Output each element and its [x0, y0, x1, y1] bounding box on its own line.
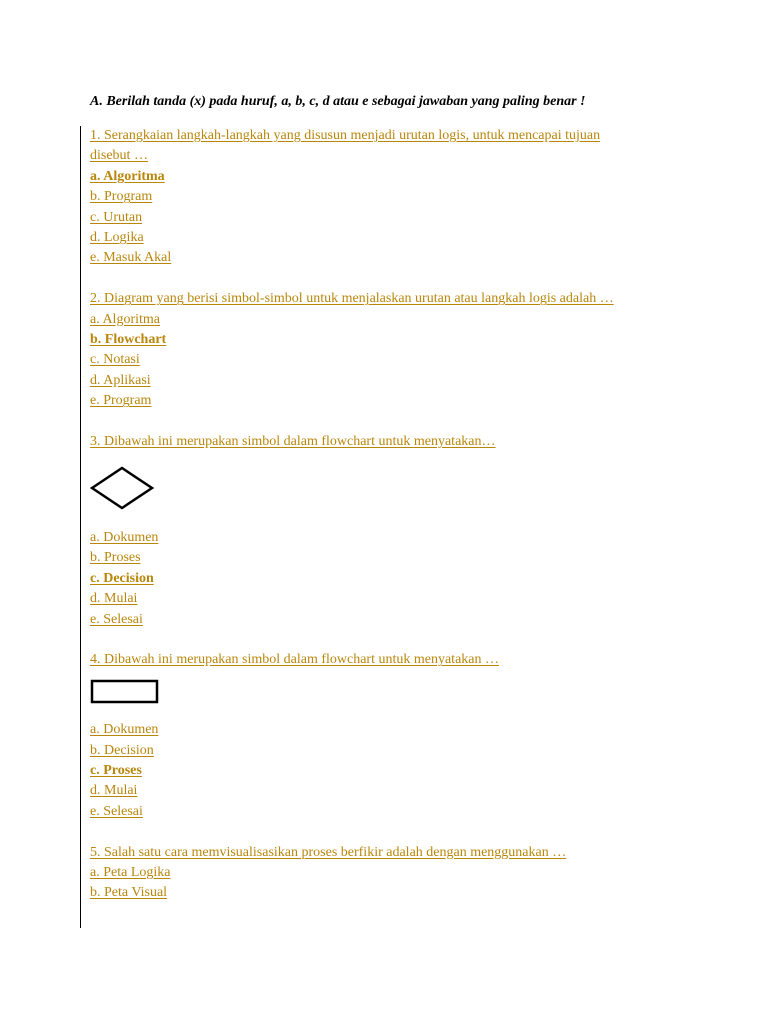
question-1-option-a[interactable]: a. Algoritma — [90, 168, 165, 184]
question-4-text[interactable]: 4. Dibawah ini merupakan simbol dalam flowchart untuk menyatakan … — [90, 652, 500, 668]
question-1 — [90, 126, 670, 269]
question-3 — [90, 432, 670, 630]
diamond-decision-icon — [90, 466, 156, 510]
question-2-option-a[interactable]: a. Algoritma — [90, 311, 160, 327]
section-heading: A. Berilah tanda (x) pada huruf, a, b, c, d atau e sebagai jawaban yang paling benar ! — [90, 94, 586, 109]
question-1-text-line-1[interactable]: 1. Serangkaian langkah-langkah yang disusun menjadi urutan logis, untuk mencapai tujuan — [90, 128, 601, 143]
question-3-symbol — [90, 452, 670, 527]
question-3-option-d[interactable]: d. Mulai — [90, 591, 138, 607]
question-1-option-e[interactable]: e. Masuk Akal — [90, 250, 172, 266]
question-3-option-c[interactable]: c. Decision — [90, 570, 154, 586]
question-3-option-b[interactable]: b. Proses — [90, 550, 141, 566]
question-1-option-b[interactable]: b. Program — [90, 189, 153, 205]
rectangle-process-icon — [90, 677, 160, 707]
question-list — [90, 126, 670, 904]
question-4 — [90, 650, 670, 822]
question-2-text[interactable]: 2. Diagram yang berisi simbol-simbol untuk menjalaskan urutan atau langkah logis adalah … — [90, 291, 614, 307]
question-2-option-e[interactable]: e. Program — [90, 393, 152, 409]
question-1-text-line-2[interactable]: disebut … — [90, 148, 148, 164]
question-5 — [90, 843, 670, 904]
question-1-option-d[interactable]: d. Logika — [90, 230, 144, 246]
question-3-text[interactable]: 3. Dibawah ini merupakan simbol dalam flowchart untuk menyatakan… — [90, 434, 496, 450]
question-4-option-a[interactable]: a. Dokumen — [90, 722, 159, 738]
question-5-text[interactable]: 5. Salah satu cara memvisualisasikan proses berfikir adalah dengan menggunakan … — [90, 844, 567, 860]
question-3-option-e[interactable]: e. Selesai — [90, 611, 143, 627]
question-2-option-b[interactable]: b. Flowchart — [90, 332, 167, 348]
question-4-option-d[interactable]: d. Mulai — [90, 783, 138, 799]
question-2 — [90, 289, 670, 411]
question-4-option-e[interactable]: e. Selesai — [90, 803, 143, 819]
question-2-option-c[interactable]: c. Notasi — [90, 352, 140, 368]
question-4-option-b[interactable]: b. Decision — [90, 742, 154, 758]
question-2-option-d[interactable]: d. Aplikasi — [90, 372, 151, 388]
question-4-symbol — [90, 671, 670, 720]
question-3-option-a[interactable]: a. Dokumen — [90, 529, 159, 545]
question-5-option-a[interactable]: a. Peta Logika — [90, 864, 171, 880]
question-1-option-c[interactable]: c. Urutan — [90, 209, 143, 225]
question-5-option-b[interactable]: b. Peta Visual — [90, 885, 168, 901]
question-4-option-c[interactable]: c. Proses — [90, 762, 142, 778]
left-margin-rule — [80, 126, 81, 928]
